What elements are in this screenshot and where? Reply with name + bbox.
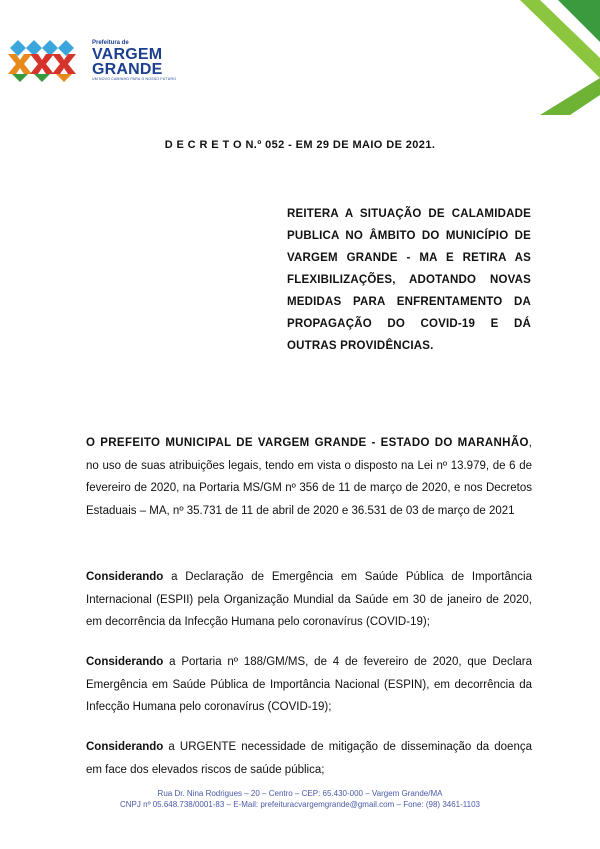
considerando-text-1: a Declaração de Emergência em Saúde Pública de Importância Internacional (ESPII) pela Organização Mundial da Saúde em 30 de janeiro de 2020, em decorrência da Infecção Humana pelo coronavírus (COVID-19); [86,571,532,628]
prefeitura-logo [4,34,184,94]
considerando-label: Considerando [86,571,164,583]
corner-chevron-icon [480,0,600,115]
page-footer [0,788,600,810]
decree-summary: REITERA A SITUAÇÃO DE CALAMIDADE PUBLICA NO ÂMBITO DO MUNICÍPIO DE VARGEM GRANDE - MA E RETIRA AS FLEXIBILIZAÇÕES, ADOTANDO NOVAS MEDIDAS PARA ENFRENTAMENTO DA PROPAGAÇÃO DO COVID-19 E DÁ OUTRAS PROVIDÊNCIAS. [287,208,531,352]
preamble-lead: O PREFEITO MUNICIPAL DE VARGEM GRANDE - ESTADO DO MARANHÃO [86,437,529,449]
considerando-text-2: a Portaria nº 188/GM/MS, de 4 de fevereiro de 2020, que Declara Emergência em Saúde Pública de Importância Nacional (ESPIN), em decorrência da Infecção Humana pelo coronavírus (COVID-19); [86,656,532,713]
footer-address: Rua Dr. Nina Rodrigues – 20 – Centro – CEP: 65.430-000 – Vargem Grande/MA [157,789,443,798]
logo-line2: GRANDE [92,61,163,78]
considerando-label: Considerando [86,741,164,753]
logo-emblem-icon [4,38,88,86]
preamble-text: , no uso de suas atribuições legais, tendo em vista o disposto na Lei nº 13.979, de 6 de fevereiro de 2020, na Portaria MS/GM nº 356 de 11 de março de 2020, e nos Decretos Estaduais – MA, nº 35.731 de 11 de abril de 2020 e 36.531 de 03 de março de 2021 [86,437,532,517]
considerando-text-3: a URGENTE necessidade de mitigação de disseminação da doença em face dos elevados riscos de saúde pública; [86,741,532,776]
considerando-label: Considerando [86,656,164,668]
logo-tagline: UM NOVO CAMINHO PARA O NOSSO FUTURO [92,77,177,81]
considerando-paragraph-2 [86,651,532,719]
preamble-paragraph [86,432,532,522]
considerando-paragraph-3 [86,736,532,781]
decree-title: D E C R E T O N.º 052 - EM 29 DE MAIO DE 2021. [164,139,436,151]
logo-wordmark [92,40,192,82]
considerando-paragraph-1 [86,566,532,634]
footer-contact: CNPJ nº 05.648.738/0001-83 – E-Mail: prefeituracvargemgrande@gmail.com – Fone: (98) 3461-1103 [120,800,480,809]
logo-line1: VARGEM [92,46,163,63]
logo-small-text: Prefeitura de [92,40,129,46]
